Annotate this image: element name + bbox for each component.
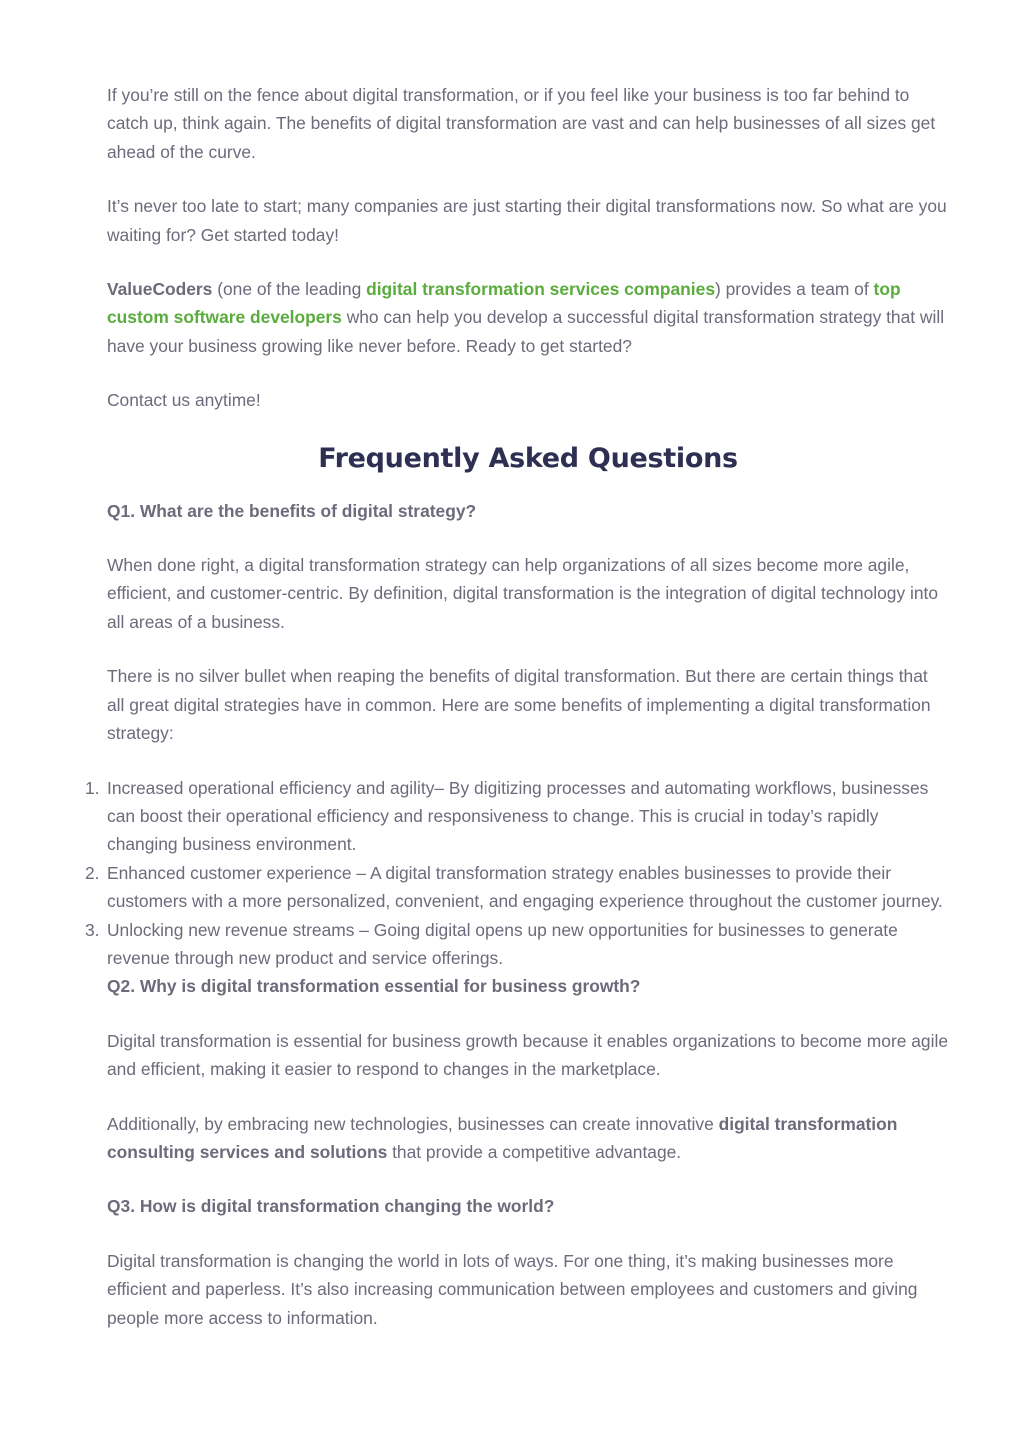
faq-answer-2-paragraph-2 [107, 1110, 949, 1167]
list-item [85, 774, 949, 859]
list-item-text: Enhanced customer experience – A digital transformation strategy enables businesses to provide their customers with a more personalized, convenient, and engaging experience throughout the customer journey. [107, 862, 943, 912]
intro-p3-text-3: who can help you develop a successful digital transformation strategy that will have your business growing like never before. Ready to get started? [107, 307, 945, 356]
faq-answer-2-text-2: that provide a competitive advantage. [387, 1141, 682, 1162]
faq-answer-2-paragraph-1: Digital transformation is essential for business growth because it enables organizations to become more agile and efficient, making it easier to respond to changes in the marketplace. [107, 1030, 948, 1080]
faq-answer-2-text-1: Additionally, by embracing new technologies, businesses can create innovative [107, 1113, 719, 1134]
benefits-list [85, 774, 949, 973]
article-content [85, 81, 949, 1358]
intro-p3-text-2: ) provides a team of [715, 279, 874, 300]
faq-answer-1-paragraph-2: There is no silver bullet when reaping the benefits of digital transformation. But there are certain things that all great digital strategies have in common. Here are some benefits of implementing a digital transformation strategy: [107, 666, 931, 744]
list-item-text: Unlocking new revenue streams – Going digital opens up new opportunities for businesses to generate revenue through new product and service offerings. [107, 919, 898, 968]
intro-paragraph-2: It’s never too late to start; many companies are just starting their digital transformations now. So what are you waiting for? Get started today! [107, 196, 947, 245]
faq-question-2: Q2. Why is digital transformation essential for business growth? [107, 976, 641, 997]
faq-heading: Frequently Asked Questions [318, 442, 738, 474]
faq-question-3: Q3. How is digital transformation changing the world? [107, 1196, 555, 1217]
consulting-services-emphasis: digital transformation consulting services and solutions [107, 1113, 898, 1162]
intro-paragraph-3 [107, 275, 949, 360]
contact-paragraph: Contact us anytime! [107, 390, 261, 411]
list-item [85, 916, 949, 973]
digital-transformation-services-link[interactable]: digital transformation services companies [366, 279, 715, 300]
list-item [85, 859, 949, 916]
list-item-number: 1. [85, 777, 100, 798]
brand-name: ValueCoders [107, 279, 213, 300]
list-item-number: 3. [85, 919, 100, 940]
list-item-text: Increased operational efficiency and agility– By digitizing processes and automating workflows, businesses can boost their operational efficiency and responsiveness to change. This is crucial in today’s rapidly changing business environment. [107, 777, 929, 855]
faq-answer-1-paragraph-1: When done right, a digital transformation strategy can help organizations of all sizes become more agile, efficient, and customer-centric. By definition, digital transformation is the integration of digital technology into all areas of a business. [107, 555, 939, 632]
list-item-number: 2. [85, 862, 100, 883]
custom-software-developers-link[interactable]: top custom software developers [107, 279, 901, 328]
faq-question-1: Q1. What are the benefits of digital strategy? [107, 500, 477, 521]
faq-answer-3-paragraph-1: Digital transformation is changing the world in lots of ways. For one thing, it’s making businesses more efficient and paperless. It’s also increasing communication between employees and customers and giving people more access to information. [107, 1250, 918, 1328]
intro-paragraph-1: If you’re still on the fence about digital transformation, or if you feel like your business is too far behind to catch up, think again. The benefits of digital transformation are vast and can help businesses of all sizes get ahead of the curve. [107, 85, 936, 162]
intro-p3-text-1: (one of the leading [212, 279, 367, 300]
